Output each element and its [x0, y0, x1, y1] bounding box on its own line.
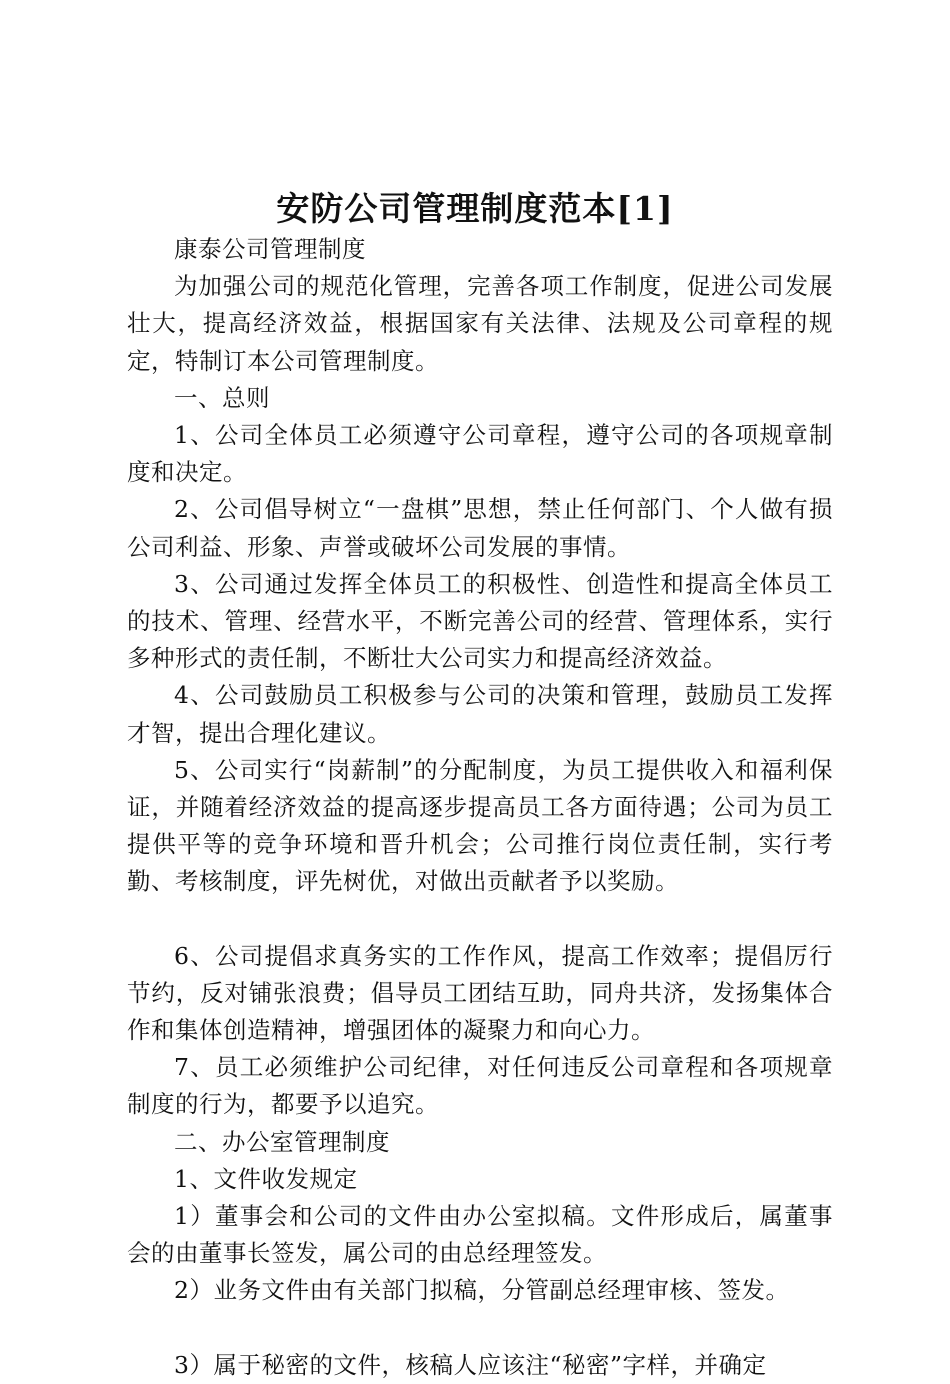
rule-2: 2）业务文件由有关部门拟稿，分管副总经理审核、签发。 — [174, 1276, 790, 1305]
document-title: 安防公司管理制度范本[1] — [276, 189, 674, 228]
clause-1: 1、公司全体员工必须遵守公司章程，遵守公司的各项规章制度和决定。 — [127, 421, 833, 487]
section-heading-general: 一、总则 — [174, 383, 270, 412]
intro-paragraph: 为加强公司的规范化管理，完善各项工作制度，促进公司发展壮大，提高经济效益，根据国家有关法律、法规及公司章程的规定，特制订本公司管理制度。 — [127, 272, 833, 375]
rule-1: 1）董事会和公司的文件由办公室拟稿。文件形成后，属董事会的由董事长签发，属公司的由总经理签发。 — [127, 1202, 833, 1268]
clause-7: 7、员工必须维护公司纪律，对任何违反公司章程和各项规章制度的行为，都要予以追究。 — [127, 1053, 833, 1119]
clause-2: 2、公司倡导树立“一盘棋”思想，禁止任何部门、个人做有损公司利益、形象、声誉或破坏公司发展的事情。 — [127, 495, 833, 561]
clause-4: 4、公司鼓励员工积极参与公司的决策和管理，鼓励员工发挥才智，提出合理化建议。 — [127, 681, 833, 747]
clause-3: 3、公司通过发挥全体员工的积极性、创造性和提高全体员工的技术、管理、经营水平，不断完善公司的经营、管理体系，实行多种形式的责任制，不断壮大公司实力和提高经济效益。 — [127, 569, 833, 673]
company-heading: 康泰公司管理制度 — [174, 235, 366, 263]
rule-3: 3）属于秘密的文件，核稿人应该注“秘密”字样，并确定 — [174, 1350, 767, 1379]
clause-5: 5、公司实行“岗薪制”的分配制度，为员工提供收入和福利保证，并随着经济效益的提高逐步提高员工各方面待遇；公司为员工提供平等的竞争环境和晋升机会；公司推行岗位责任制，实行考勤、考核制度，评先树优，对做出贡献者予以奖励。 — [127, 755, 833, 896]
subsection-heading-documents: 1、文件收发规定 — [174, 1164, 358, 1193]
clause-6: 6、公司提倡求真务实的工作作风，提高工作效率；提倡厉行节约，反对铺张浪费；倡导员工团结互助，同舟共济，发扬集体合作和集体创造精神，增强团体的凝聚力和向心力。 — [127, 941, 833, 1045]
section-heading-office: 二、办公室管理制度 — [174, 1127, 390, 1156]
document-body — [127, 231, 833, 1384]
